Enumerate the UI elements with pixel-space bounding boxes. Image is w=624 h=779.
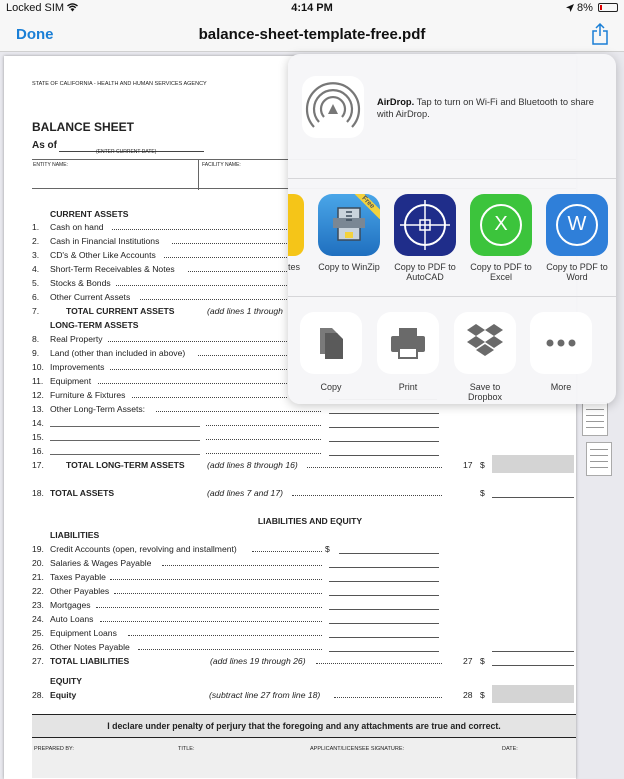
page-title: BALANCE SHEET [32, 120, 135, 134]
more-button[interactable] [528, 312, 594, 392]
autocad-icon[interactable] [394, 194, 456, 256]
declaration: I declare under penalty of perjury that the foregoing and any attachments are true and correct. [32, 714, 576, 738]
word-glyph: W [567, 213, 587, 235]
equity-row: 28. Equity (subtract line 27 from line 18) 28 $ [4, 690, 576, 702]
share-sheet [288, 54, 616, 404]
total-long-term-assets-row: 17. TOTAL LONG-TERM ASSETS (add lines 8 through 16) 17 $ [4, 460, 576, 472]
location-icon [566, 4, 574, 12]
signature-label: APPLICANT/LICENSEE SIGNATURE: [310, 746, 405, 752]
print-label: Print [398, 382, 418, 392]
total-liabilities-row: 27. TOTAL LIABILITIES (add lines 19 through 26) 27 $ [4, 656, 576, 668]
share-app-pdf-excel[interactable] [468, 194, 534, 282]
list-item: 11. Equipment [4, 376, 576, 388]
excel-icon[interactable] [470, 194, 532, 256]
list-item: 22. Other Payables [4, 586, 576, 598]
title-label: TITLE: [178, 746, 195, 752]
share-app-label: Copy to PDF to AutoCAD [394, 262, 456, 282]
total-assets-row: 18. TOTAL ASSETS (add lines 7 and 17) $ [4, 488, 576, 500]
share-app-winzip[interactable] [316, 194, 382, 272]
clock: 4:14 PM [291, 2, 333, 14]
list-item: 25. Equipment Loans [4, 628, 576, 640]
list-item: 6. Other Current Assets [4, 292, 576, 304]
copy-label: Copy [320, 382, 342, 392]
liabilities-heading: LIABILITIES [50, 530, 100, 540]
list-item: 3. CD's & Other Like Accounts [4, 250, 576, 262]
list-item: 12. Furniture & Fixtures [4, 390, 576, 402]
list-item: 16. [4, 446, 576, 458]
carrier: Locked SIM [6, 2, 65, 14]
share-icon[interactable] [590, 22, 610, 46]
page-thumbnail[interactable] [582, 402, 608, 436]
enter-date-caption: (ENTER CURRENT DATE) [96, 149, 157, 155]
excel-glyph: X [494, 213, 508, 235]
agency-header: STATE OF CALIFORNIA - HEALTH AND HUMAN SERVICES AGENCY [32, 81, 207, 87]
battery-icon [598, 3, 618, 12]
copy-icon[interactable] [300, 312, 362, 374]
dropbox-icon[interactable] [454, 312, 516, 374]
partial-app-icon[interactable] [288, 194, 304, 256]
dropbox-label: Save to Dropbox [467, 382, 503, 402]
list-item: 21. Taxes Payable [4, 572, 576, 584]
copy-button[interactable] [298, 312, 364, 392]
print-button[interactable] [375, 312, 441, 392]
battery-percent: 8% [577, 2, 593, 14]
list-item: 8. Real Property [4, 334, 576, 346]
current-assets-heading: CURRENT ASSETS [50, 209, 129, 219]
total-current-assets-row: 7. TOTAL CURRENT ASSETS (add lines 1 through [32, 306, 283, 316]
share-app-label: Copy to WinZip [318, 262, 380, 272]
list-item: 20. Salaries & Wages Payable [4, 558, 576, 570]
share-app-pdf-word[interactable] [544, 194, 610, 282]
list-item: 9. Land (other than included in above) [4, 348, 576, 360]
airdrop-description: Tap to turn on Wi-Fi and Bluetooth to share with AirDrop. [377, 97, 594, 119]
status-bar [0, 0, 624, 18]
list-item: 4. Short-Term Receivables & Notes [4, 264, 576, 276]
prepared-by-label: PREPARED BY: [34, 746, 74, 752]
list-item: 13. Other Long-Term Assets: [4, 404, 576, 416]
list-item: 23. Mortgages [4, 600, 576, 612]
entity-name-label: ENTITY NAME: [33, 162, 68, 168]
airdrop-title: AirDrop. [377, 97, 415, 107]
list-item: 24. Auto Loans [4, 614, 576, 626]
more-label: More [550, 382, 572, 392]
list-item: 26. Other Notes Payable [4, 642, 576, 654]
airdrop-icon[interactable] [302, 76, 364, 138]
long-term-assets-heading: LONG-TERM ASSETS [50, 320, 139, 330]
share-app-pdf-autocad[interactable] [392, 194, 458, 282]
as-of-label: As of [32, 140, 57, 151]
signature-row [32, 738, 576, 778]
equity-heading: EQUITY [50, 676, 82, 686]
document-title: balance-sheet-template-free.pdf [198, 26, 426, 43]
date-label: DATE: [502, 746, 518, 752]
list-item: 2. Cash in Financial Institutions [4, 236, 576, 248]
facility-name-label: FACILITY NAME: [202, 162, 241, 168]
list-item: 5. Stocks & Bonds [4, 278, 576, 290]
share-app-label: Copy to PDF to Excel [470, 262, 532, 282]
partial-app-label: tes [288, 262, 301, 272]
more-icon[interactable] [530, 312, 592, 374]
list-item: 1. Cash on hand [4, 222, 576, 234]
nav-bar [0, 18, 624, 52]
page-thumbnail[interactable] [586, 442, 612, 476]
save-to-dropbox-button[interactable] [452, 312, 518, 402]
winzip-icon[interactable] [318, 194, 380, 256]
word-icon[interactable] [546, 194, 608, 256]
done-button[interactable]: Done [16, 26, 54, 43]
free-badge: Free [351, 194, 380, 219]
liabilities-equity-heading: LIABILITIES AND EQUITY [257, 516, 363, 526]
list-item: 19. Credit Accounts (open, revolving and installment) $ [4, 544, 576, 556]
list-item: 10. Improvements [4, 362, 576, 374]
list-item: 15. [4, 432, 576, 444]
list-item: 14. [4, 418, 576, 430]
print-icon[interactable] [377, 312, 439, 374]
share-app-label: Copy to PDF to Word [546, 262, 608, 282]
